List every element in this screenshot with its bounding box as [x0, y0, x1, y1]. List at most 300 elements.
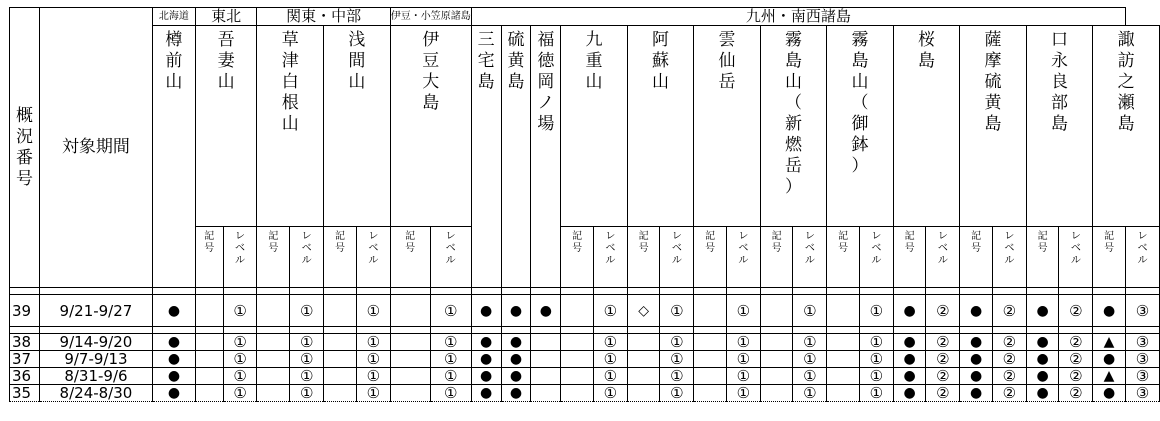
- volcano-name-char: ）: [851, 156, 869, 176]
- spacer-cell: [561, 288, 594, 295]
- volcano-name-char: 山: [851, 72, 869, 92]
- level-cell: ①: [660, 295, 694, 327]
- record-subheader: [1093, 227, 1126, 288]
- spacer-cell: [195, 327, 223, 334]
- level-cell: ①: [594, 351, 628, 368]
- row-number: 39: [10, 295, 40, 327]
- level-cell: ①: [660, 334, 694, 351]
- level-cell: ①: [290, 368, 324, 385]
- level-cell: ①: [793, 295, 827, 327]
- level-cell: ①: [859, 385, 893, 402]
- record-cell: ●: [1026, 351, 1059, 368]
- row-period: 9/21-9/27: [39, 295, 152, 327]
- volcano-name-char: 之: [1117, 72, 1135, 92]
- level-subheader-char: ル: [1004, 255, 1015, 266]
- level-cell: ①: [793, 334, 827, 351]
- spacer-cell: [926, 288, 960, 295]
- volcano-name-char: 部: [1050, 93, 1068, 113]
- volcano-name-char: 島: [851, 51, 869, 71]
- region-header-row: [10, 8, 1160, 26]
- record-cell: [561, 385, 594, 402]
- spacer-cell: [153, 288, 196, 295]
- record-subheader-char: 号: [838, 243, 849, 254]
- volcano-name: [257, 26, 324, 227]
- record-cell: ●: [960, 334, 993, 351]
- spacer-cell: [324, 288, 357, 295]
- level-subheader: [290, 227, 324, 288]
- spacer-cell: [390, 288, 430, 295]
- record-cell: ●: [1093, 295, 1126, 327]
- level-cell: ②: [992, 351, 1026, 368]
- record-subheader: [627, 227, 660, 288]
- record-cell: [760, 385, 793, 402]
- level-cell: ①: [430, 295, 471, 327]
- region-header: 伊豆・小笠原諸島: [390, 8, 471, 26]
- row-period: 8/31-9/6: [39, 368, 152, 385]
- spacer-cell: [760, 327, 793, 334]
- volcano-name-char: 大: [422, 72, 440, 92]
- record-cell: [390, 334, 430, 351]
- level-cell: ①: [430, 334, 471, 351]
- volcano-name-char: 諏: [1117, 30, 1135, 50]
- level-subheader: [859, 227, 893, 288]
- row-number: 35: [10, 385, 40, 402]
- level-cell: ③: [1125, 368, 1159, 385]
- level-subheader-char: ベ: [738, 243, 749, 254]
- level-cell: ②: [992, 368, 1026, 385]
- spacer-cell: [1026, 288, 1059, 295]
- record-cell: ●: [893, 368, 926, 385]
- record-cell: [390, 368, 430, 385]
- level-cell: ①: [859, 334, 893, 351]
- record-cell: [195, 351, 223, 368]
- level-cell: ③: [1125, 334, 1159, 351]
- level-subheader-char: レ: [1070, 231, 1081, 242]
- record-cell: [531, 385, 561, 402]
- volcano-name-char: 瀬: [1117, 93, 1135, 113]
- volcano-name-char: 摩: [984, 51, 1002, 71]
- number-header-char: 概: [15, 105, 33, 126]
- record-cell: [390, 385, 430, 402]
- spacer-cell: [992, 327, 1026, 334]
- volcano-name-char: 霧: [784, 30, 802, 50]
- volcano-name: [390, 26, 471, 227]
- row-period: 9/7-9/13: [39, 351, 152, 368]
- record-subheader-char: 記: [1104, 231, 1115, 242]
- row-number: 36: [10, 368, 40, 385]
- record-subheader: [760, 227, 793, 288]
- record-cell: [561, 368, 594, 385]
- volcano-name: [827, 26, 893, 227]
- spacer-cell: [926, 327, 960, 334]
- record-cell: ●: [501, 334, 531, 351]
- volcano-name-char: 三: [477, 30, 495, 50]
- spacer-cell: [594, 327, 628, 334]
- volcano-name-char: 重: [585, 51, 603, 71]
- record-cell: [827, 334, 860, 351]
- level-subheader: [660, 227, 694, 288]
- spacer-cell: [726, 327, 760, 334]
- volcano-name-char: 山: [651, 72, 669, 92]
- record-cell: ●: [531, 295, 561, 327]
- record-cell: ●: [893, 385, 926, 402]
- record-cell: [257, 334, 290, 351]
- level-cell: ①: [223, 385, 257, 402]
- volcano-name-char: 場: [537, 114, 555, 134]
- level-cell: ①: [793, 385, 827, 402]
- level-subheader-char: ル: [301, 255, 312, 266]
- record-subheader-char: 記: [204, 231, 215, 242]
- table-row: [10, 351, 1160, 368]
- level-cell: ①: [726, 334, 760, 351]
- level-cell: ②: [926, 351, 960, 368]
- spacer-cell: [760, 288, 793, 295]
- spacer-cell: [10, 288, 40, 295]
- level-cell: ①: [594, 368, 628, 385]
- level-subheader: [223, 227, 257, 288]
- volcano-name-char: 島: [1117, 114, 1135, 134]
- level-cell: ①: [793, 351, 827, 368]
- level-subheader: [594, 227, 628, 288]
- spacer-cell: [660, 288, 694, 295]
- record-cell: [760, 351, 793, 368]
- volcano-name-char: 前: [165, 51, 183, 71]
- spacer-cell: [1125, 327, 1159, 334]
- record-cell: [694, 351, 727, 368]
- level-subheader: [793, 227, 827, 288]
- volcano-name-char: 仙: [718, 51, 736, 71]
- spacer-cell: [859, 288, 893, 295]
- spacer-cell: [39, 288, 152, 295]
- table-row: [10, 368, 1160, 385]
- level-subheader-char: ベ: [937, 243, 948, 254]
- level-cell: ③: [1125, 351, 1159, 368]
- spacer-cell: [627, 288, 660, 295]
- volcano-name-char: 黄: [984, 93, 1002, 113]
- level-cell: ①: [356, 351, 390, 368]
- record-subheader: [827, 227, 860, 288]
- record-cell: [324, 295, 357, 327]
- record-cell: [257, 385, 290, 402]
- level-cell: ①: [430, 385, 471, 402]
- volcano-name-char: 新: [784, 114, 802, 134]
- volcano-name-char: 山: [348, 72, 366, 92]
- spacer-cell: [960, 327, 993, 334]
- record-cell: ●: [1026, 385, 1059, 402]
- volcano-name-char: 島: [422, 93, 440, 113]
- volcano-name-char: 妻: [217, 51, 235, 71]
- level-cell: ②: [926, 295, 960, 327]
- level-cell: ①: [726, 385, 760, 402]
- level-cell: ①: [430, 351, 471, 368]
- spacer-cell: [531, 288, 561, 295]
- spacer-cell: [39, 327, 152, 334]
- record-subheader-char: 記: [771, 231, 782, 242]
- volcano-name-char: 岳: [784, 156, 802, 176]
- level-cell: ②: [926, 385, 960, 402]
- level-cell: ①: [859, 295, 893, 327]
- record-cell: [257, 368, 290, 385]
- spacer-cell: [290, 327, 324, 334]
- record-subheader-char: 記: [705, 231, 716, 242]
- level-subheader: [726, 227, 760, 288]
- record-subheader: [195, 227, 223, 288]
- record-subheader: [1026, 227, 1059, 288]
- record-cell: ●: [960, 295, 993, 327]
- level-cell: ①: [430, 368, 471, 385]
- volcano-name-char: 永: [1050, 51, 1068, 71]
- spacer-cell: [1093, 288, 1126, 295]
- record-cell: ●: [153, 368, 196, 385]
- level-cell: ①: [793, 368, 827, 385]
- level-cell: ③: [1125, 385, 1159, 402]
- volcano-name-char: 福: [537, 30, 555, 50]
- level-subheader: [926, 227, 960, 288]
- spacer-cell: [960, 288, 993, 295]
- volcano-name-char: 島: [507, 72, 525, 92]
- volcano-name: [1093, 26, 1160, 227]
- record-cell: [760, 368, 793, 385]
- record-cell: [531, 351, 561, 368]
- record-cell: ●: [153, 295, 196, 327]
- volcano-name-char: 九: [585, 30, 603, 50]
- record-subheader-char: 号: [1104, 243, 1115, 254]
- spacer-cell: [324, 327, 357, 334]
- volcano-name-char: （: [784, 93, 802, 113]
- spacer-row: [10, 327, 1160, 334]
- level-cell: ①: [290, 385, 324, 402]
- level-subheader-char: ル: [368, 255, 379, 266]
- record-subheader-char: 記: [838, 231, 849, 242]
- spacer-cell: [257, 288, 290, 295]
- spacer-cell: [10, 327, 40, 334]
- volcano-name: [471, 26, 501, 288]
- level-cell: ②: [1059, 295, 1093, 327]
- volcano-name-char: 山: [585, 72, 603, 92]
- volcano-status-table-container: [9, 7, 1160, 402]
- spacer-cell: [594, 288, 628, 295]
- record-cell: [827, 368, 860, 385]
- number-header: [10, 8, 40, 288]
- spacer-cell: [390, 327, 430, 334]
- record-cell: [760, 334, 793, 351]
- row-period: 9/14-9/20: [39, 334, 152, 351]
- record-cell: [324, 368, 357, 385]
- volcano-name-char: 宅: [477, 51, 495, 71]
- region-header: 九州・南西諸島: [471, 8, 1125, 26]
- level-cell: ①: [594, 385, 628, 402]
- level-subheader-char: ル: [445, 255, 456, 266]
- level-subheader-char: ベ: [235, 243, 246, 254]
- record-subheader-char: 号: [771, 243, 782, 254]
- record-subheader-char: 号: [971, 243, 982, 254]
- record-subheader: [694, 227, 727, 288]
- spacer-cell: [627, 327, 660, 334]
- record-subheader-char: 記: [572, 231, 583, 242]
- record-subheader: [561, 227, 594, 288]
- level-cell: ①: [356, 334, 390, 351]
- record-subheader-char: 号: [335, 243, 345, 254]
- volcano-name-char: 島: [984, 114, 1002, 134]
- volcano-name-char: 燃: [784, 135, 802, 155]
- spacer-cell: [356, 288, 390, 295]
- volcano-name-char: 島: [784, 51, 802, 71]
- record-subheader-char: 号: [405, 243, 416, 254]
- volcano-name: [893, 26, 960, 227]
- volcano-name-char: 御: [851, 114, 869, 134]
- volcano-name-char: 硫: [507, 30, 525, 50]
- level-subheader-char: ベ: [804, 243, 815, 254]
- record-subheader-char: 記: [971, 231, 982, 242]
- record-cell: ●: [1093, 385, 1126, 402]
- spacer-cell: [430, 288, 471, 295]
- level-subheader-char: レ: [235, 231, 246, 242]
- record-cell: ●: [960, 368, 993, 385]
- number-header-char: 況: [15, 126, 33, 147]
- volcano-name: [1026, 26, 1093, 227]
- level-cell: ①: [660, 368, 694, 385]
- record-subheader-char: 記: [405, 231, 416, 242]
- spacer-cell: [694, 288, 727, 295]
- spacer-cell: [356, 327, 390, 334]
- level-subheader-char: レ: [671, 231, 682, 242]
- volcano-name: [960, 26, 1027, 227]
- volcano-name-char: 雲: [718, 30, 736, 50]
- level-subheader: [1125, 227, 1159, 288]
- level-subheader-char: ベ: [871, 243, 882, 254]
- region-header: 東北: [195, 8, 257, 26]
- spacer-cell: [471, 288, 501, 295]
- spacer-cell: [859, 327, 893, 334]
- level-subheader-char: レ: [1137, 231, 1148, 242]
- level-cell: ①: [356, 368, 390, 385]
- spacer-cell: [1059, 288, 1093, 295]
- row-period: 8/24-8/30: [39, 385, 152, 402]
- spacer-cell: [501, 327, 531, 334]
- record-subheader: [960, 227, 993, 288]
- volcano-name-char: 山: [784, 72, 802, 92]
- volcano-name-char: 伊: [422, 30, 440, 50]
- level-subheader-char: ベ: [301, 243, 312, 254]
- spacer-row: [10, 288, 1160, 295]
- volcano-name-char: 薩: [984, 30, 1002, 50]
- volcano-name-char: 根: [281, 93, 299, 113]
- volcano-name: [501, 26, 531, 288]
- record-cell: ●: [960, 385, 993, 402]
- level-subheader-char: ル: [937, 255, 948, 266]
- level-subheader-char: ベ: [445, 243, 456, 254]
- spacer-cell: [471, 327, 501, 334]
- level-cell: ②: [1059, 385, 1093, 402]
- volcano-name-char: 山: [165, 72, 183, 92]
- record-cell: ●: [471, 351, 501, 368]
- record-cell: ●: [471, 295, 501, 327]
- level-subheader-char: ベ: [1070, 243, 1081, 254]
- spacer-cell: [793, 288, 827, 295]
- spacer-cell: [827, 288, 860, 295]
- level-cell: ②: [1059, 351, 1093, 368]
- spacer-cell: [893, 327, 926, 334]
- level-subheader: [1059, 227, 1093, 288]
- record-cell: ▲: [1093, 334, 1126, 351]
- record-cell: ●: [501, 368, 531, 385]
- spacer-cell: [1125, 288, 1159, 295]
- spacer-cell: [531, 327, 561, 334]
- level-subheader-char: ル: [738, 255, 749, 266]
- record-cell: [531, 334, 561, 351]
- volcano-name-char: 良: [1050, 72, 1068, 92]
- level-subheader-char: ベ: [368, 243, 379, 254]
- record-cell: [827, 385, 860, 402]
- record-cell: [827, 351, 860, 368]
- record-cell: ●: [893, 295, 926, 327]
- spacer-cell: [893, 288, 926, 295]
- record-cell: [561, 334, 594, 351]
- spacer-cell: [1093, 327, 1126, 334]
- level-subheader-char: レ: [445, 231, 456, 242]
- record-cell: ●: [1026, 334, 1059, 351]
- level-subheader-char: レ: [301, 231, 312, 242]
- spacer-cell: [827, 327, 860, 334]
- record-cell: [324, 385, 357, 402]
- volcano-name: [627, 26, 693, 227]
- record-subheader-char: 号: [572, 243, 583, 254]
- level-subheader-char: レ: [605, 231, 616, 242]
- record-subheader-char: 記: [1037, 231, 1048, 242]
- record-cell: [760, 295, 793, 327]
- number-header-char: 号: [15, 168, 33, 189]
- level-cell: ②: [992, 385, 1026, 402]
- spacer-cell: [223, 327, 257, 334]
- volcano-name-char: 島: [917, 51, 935, 71]
- volcano-name-char: 桜: [917, 30, 935, 50]
- record-cell: [257, 295, 290, 327]
- spacer-cell: [992, 288, 1026, 295]
- volcano-name: [760, 26, 826, 227]
- record-subheader-char: 号: [638, 243, 649, 254]
- level-cell: ①: [594, 334, 628, 351]
- volcano-name-char: 岡: [537, 72, 555, 92]
- spacer-cell: [1059, 327, 1093, 334]
- record-cell: [627, 351, 660, 368]
- spacer-cell: [660, 327, 694, 334]
- level-cell: ①: [223, 351, 257, 368]
- level-subheader-char: レ: [738, 231, 749, 242]
- level-cell: ①: [290, 295, 324, 327]
- record-cell: ●: [471, 334, 501, 351]
- level-subheader-char: ル: [605, 255, 616, 266]
- record-cell: [627, 385, 660, 402]
- record-subheader-char: 号: [904, 243, 915, 254]
- volcano-name-char: 浅: [348, 30, 366, 50]
- level-subheader-char: レ: [937, 231, 948, 242]
- level-cell: ②: [926, 334, 960, 351]
- record-cell: ●: [1026, 295, 1059, 327]
- level-cell: ①: [660, 385, 694, 402]
- row-number: 38: [10, 334, 40, 351]
- level-subheader-char: レ: [1004, 231, 1015, 242]
- level-cell: ①: [356, 385, 390, 402]
- record-cell: [195, 368, 223, 385]
- level-subheader: [356, 227, 390, 288]
- level-cell: ①: [660, 351, 694, 368]
- number-header-char: 番: [15, 147, 33, 168]
- spacer-cell: [223, 288, 257, 295]
- record-subheader: [324, 227, 357, 288]
- record-subheader-char: 記: [335, 231, 345, 242]
- record-subheader-char: 号: [1037, 243, 1048, 254]
- spacer-cell: [290, 288, 324, 295]
